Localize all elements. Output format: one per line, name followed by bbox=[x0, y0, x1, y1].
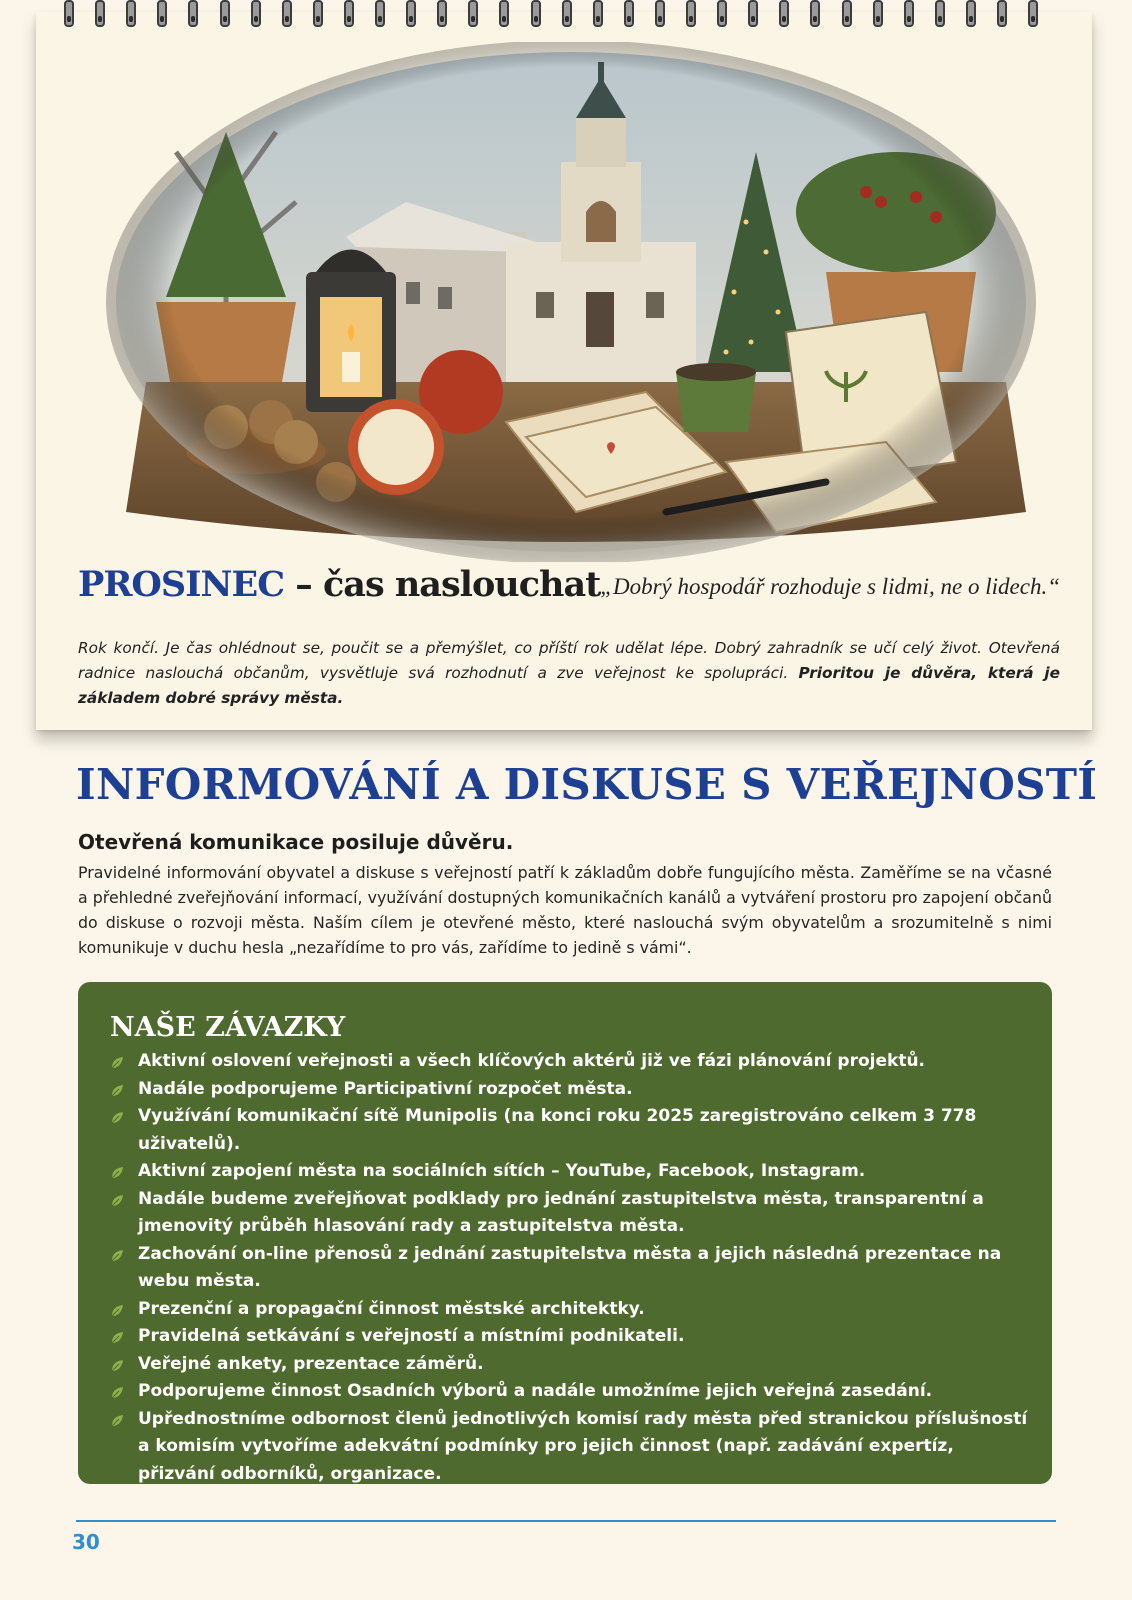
binding-ring bbox=[997, 0, 1007, 27]
binding-ring bbox=[655, 0, 665, 27]
binding-ring bbox=[1028, 0, 1038, 27]
calendar-paragraph bbox=[78, 636, 1060, 711]
leaf-icon bbox=[110, 1331, 124, 1345]
binding-ring bbox=[282, 0, 292, 27]
commitment-item bbox=[108, 1158, 1028, 1186]
binding-ring bbox=[437, 0, 447, 27]
commitment-text: Veřejné ankety, prezentace záměrů. bbox=[138, 1353, 484, 1374]
binding-ring bbox=[313, 0, 323, 27]
leaf-icon bbox=[110, 1194, 124, 1208]
binding-ring bbox=[810, 0, 820, 27]
commitment-text: Využívání komunikační sítě Munipolis (na konci roku 2025 zaregistrováno celkem 3 778 uživatelů). bbox=[138, 1106, 977, 1154]
commitment-item bbox=[108, 1048, 1028, 1076]
leaf-icon bbox=[110, 1056, 124, 1070]
section-lead: Otevřená komunikace posiluje důvěru. bbox=[78, 830, 514, 854]
motto-quote: „Dobrý hospodář rozhoduje s lidmi, ne o lidech.“ bbox=[600, 574, 1060, 599]
binding-ring bbox=[344, 0, 354, 27]
commitment-text: Nadále podporujeme Participativní rozpočet města. bbox=[138, 1078, 633, 1099]
leaf-icon bbox=[110, 1359, 124, 1373]
calendar-paragraph-emphasis: Prioritou je důvěra, která je základem dobré správy města. bbox=[78, 664, 1060, 707]
binding-ring bbox=[966, 0, 976, 27]
commitments-box bbox=[78, 982, 1052, 1484]
leaf-icon bbox=[110, 1166, 124, 1180]
leaf-icon bbox=[110, 1084, 124, 1098]
leaf-icon bbox=[110, 1304, 124, 1318]
leaf-icon bbox=[110, 1111, 124, 1125]
commitment-item bbox=[108, 1241, 1028, 1296]
commitment-item bbox=[108, 1406, 1028, 1489]
page-number: 30 bbox=[72, 1530, 100, 1554]
binding-ring bbox=[873, 0, 883, 27]
commitment-item bbox=[108, 1323, 1028, 1351]
binding-ring bbox=[686, 0, 696, 27]
commitment-text: Upřednostníme odbornost členů jednotlivých komisí rady města před stranickou příslušností a komisím vytvoříme adekvátní podmínky pro jejich činnost (např. zadávání expertíz, přizvání odborníků, organizace. bbox=[138, 1408, 1028, 1484]
binding-ring bbox=[468, 0, 478, 27]
leaf-icon bbox=[110, 1386, 124, 1400]
commitment-item bbox=[108, 1296, 1028, 1324]
binding-ring bbox=[220, 0, 230, 27]
binding-ring bbox=[593, 0, 603, 27]
binding-ring bbox=[935, 0, 945, 27]
binding-ring bbox=[624, 0, 634, 27]
commitment-text: Nadále budeme zveřejňovat podklady pro jednání zastupitelstva města, transparentní a jmenovitý průběh hlasování rady a zastupitelstva města. bbox=[138, 1188, 984, 1236]
commitment-item bbox=[108, 1186, 1028, 1241]
binding-ring bbox=[157, 0, 167, 27]
binding-ring bbox=[126, 0, 136, 27]
commitment-item bbox=[108, 1076, 1028, 1104]
leaf-icon bbox=[110, 1414, 124, 1428]
calendar-heading-row bbox=[78, 564, 1060, 610]
binding-ring bbox=[842, 0, 852, 27]
commitment-text: Zachování on-line přenosů z jednání zastupitelstva města a jejich následná prezentace na webu města. bbox=[138, 1243, 1002, 1291]
binding-ring bbox=[251, 0, 261, 27]
commitment-text: Prezenční a propagační činnost městské architektky. bbox=[138, 1298, 645, 1319]
binding-ring bbox=[406, 0, 416, 27]
commitment-item bbox=[108, 1351, 1028, 1379]
commitment-text: Podporujeme činnost Osadních výborů a nadále umožníme jejich veřejná zasedání. bbox=[138, 1381, 933, 1401]
month-subtitle: – čas naslouchat bbox=[284, 564, 601, 605]
binding-ring bbox=[748, 0, 758, 27]
commitment-item bbox=[108, 1103, 1028, 1158]
binding-ring bbox=[531, 0, 541, 27]
binding-ring bbox=[64, 0, 74, 27]
binding-ring bbox=[95, 0, 105, 27]
binding-ring bbox=[562, 0, 572, 27]
month-name: PROSINEC bbox=[78, 564, 285, 605]
binding-ring bbox=[904, 0, 914, 27]
commitment-item bbox=[108, 1378, 1028, 1406]
binding-ring bbox=[499, 0, 509, 27]
commitment-text: Aktivní oslovení veřejnosti a všech klíčových aktérů již ve fázi plánování projektů. bbox=[138, 1051, 926, 1071]
month-title bbox=[78, 564, 600, 605]
commitment-text: Pravidelná setkávání s veřejností a místními podnikateli. bbox=[138, 1326, 685, 1346]
calendar-card bbox=[36, 12, 1092, 730]
leaf-icon bbox=[110, 1249, 124, 1263]
binding-ring bbox=[375, 0, 385, 27]
binding-ring bbox=[717, 0, 727, 27]
footer-divider bbox=[76, 1520, 1056, 1522]
commitments-list bbox=[108, 1048, 1028, 1488]
spiral-binding bbox=[36, 0, 1092, 34]
commitment-text: Aktivní zapojení města na sociálních sítích – YouTube, Facebook, Instagram. bbox=[138, 1161, 866, 1181]
calendar-paragraph-text: Rok končí. Je čas ohlédnout se, poučit se a přemýšlet, co příští rok udělat lépe. Dobrý zahradník se učí celý život. Otevřená radnice naslouchá občanům, vysvětluje svá rozhodnutí a zve veřejnost ke spolupráci. bbox=[78, 639, 1060, 682]
binding-ring bbox=[188, 0, 198, 27]
binding-ring bbox=[779, 0, 789, 27]
commitments-title: NAŠE ZÁVAZKY bbox=[110, 1012, 346, 1043]
section-title: INFORMOVÁNÍ A DISKUSE S VEŘEJNOSTÍ bbox=[76, 760, 1098, 809]
winter-still-life-illustration bbox=[106, 42, 1036, 562]
section-intro: Pravidelné informování obyvatel a diskuse s veřejností patří k základům dobře fungujícího města. Zaměříme se na včasné a přehledné zveřejňování informací, využívání dostupných komunikačních kanálů a vytváření prostoru pro zapojení občanů do diskuse o rozvoji města. Naším cílem je otevřené město, které naslouchá svým obyvatelům a srozumitelně s nimi komunikuje v duchu hesla „nezařídíme to pro vás, zařídíme to jedině s vámi“. bbox=[78, 863, 1052, 957]
